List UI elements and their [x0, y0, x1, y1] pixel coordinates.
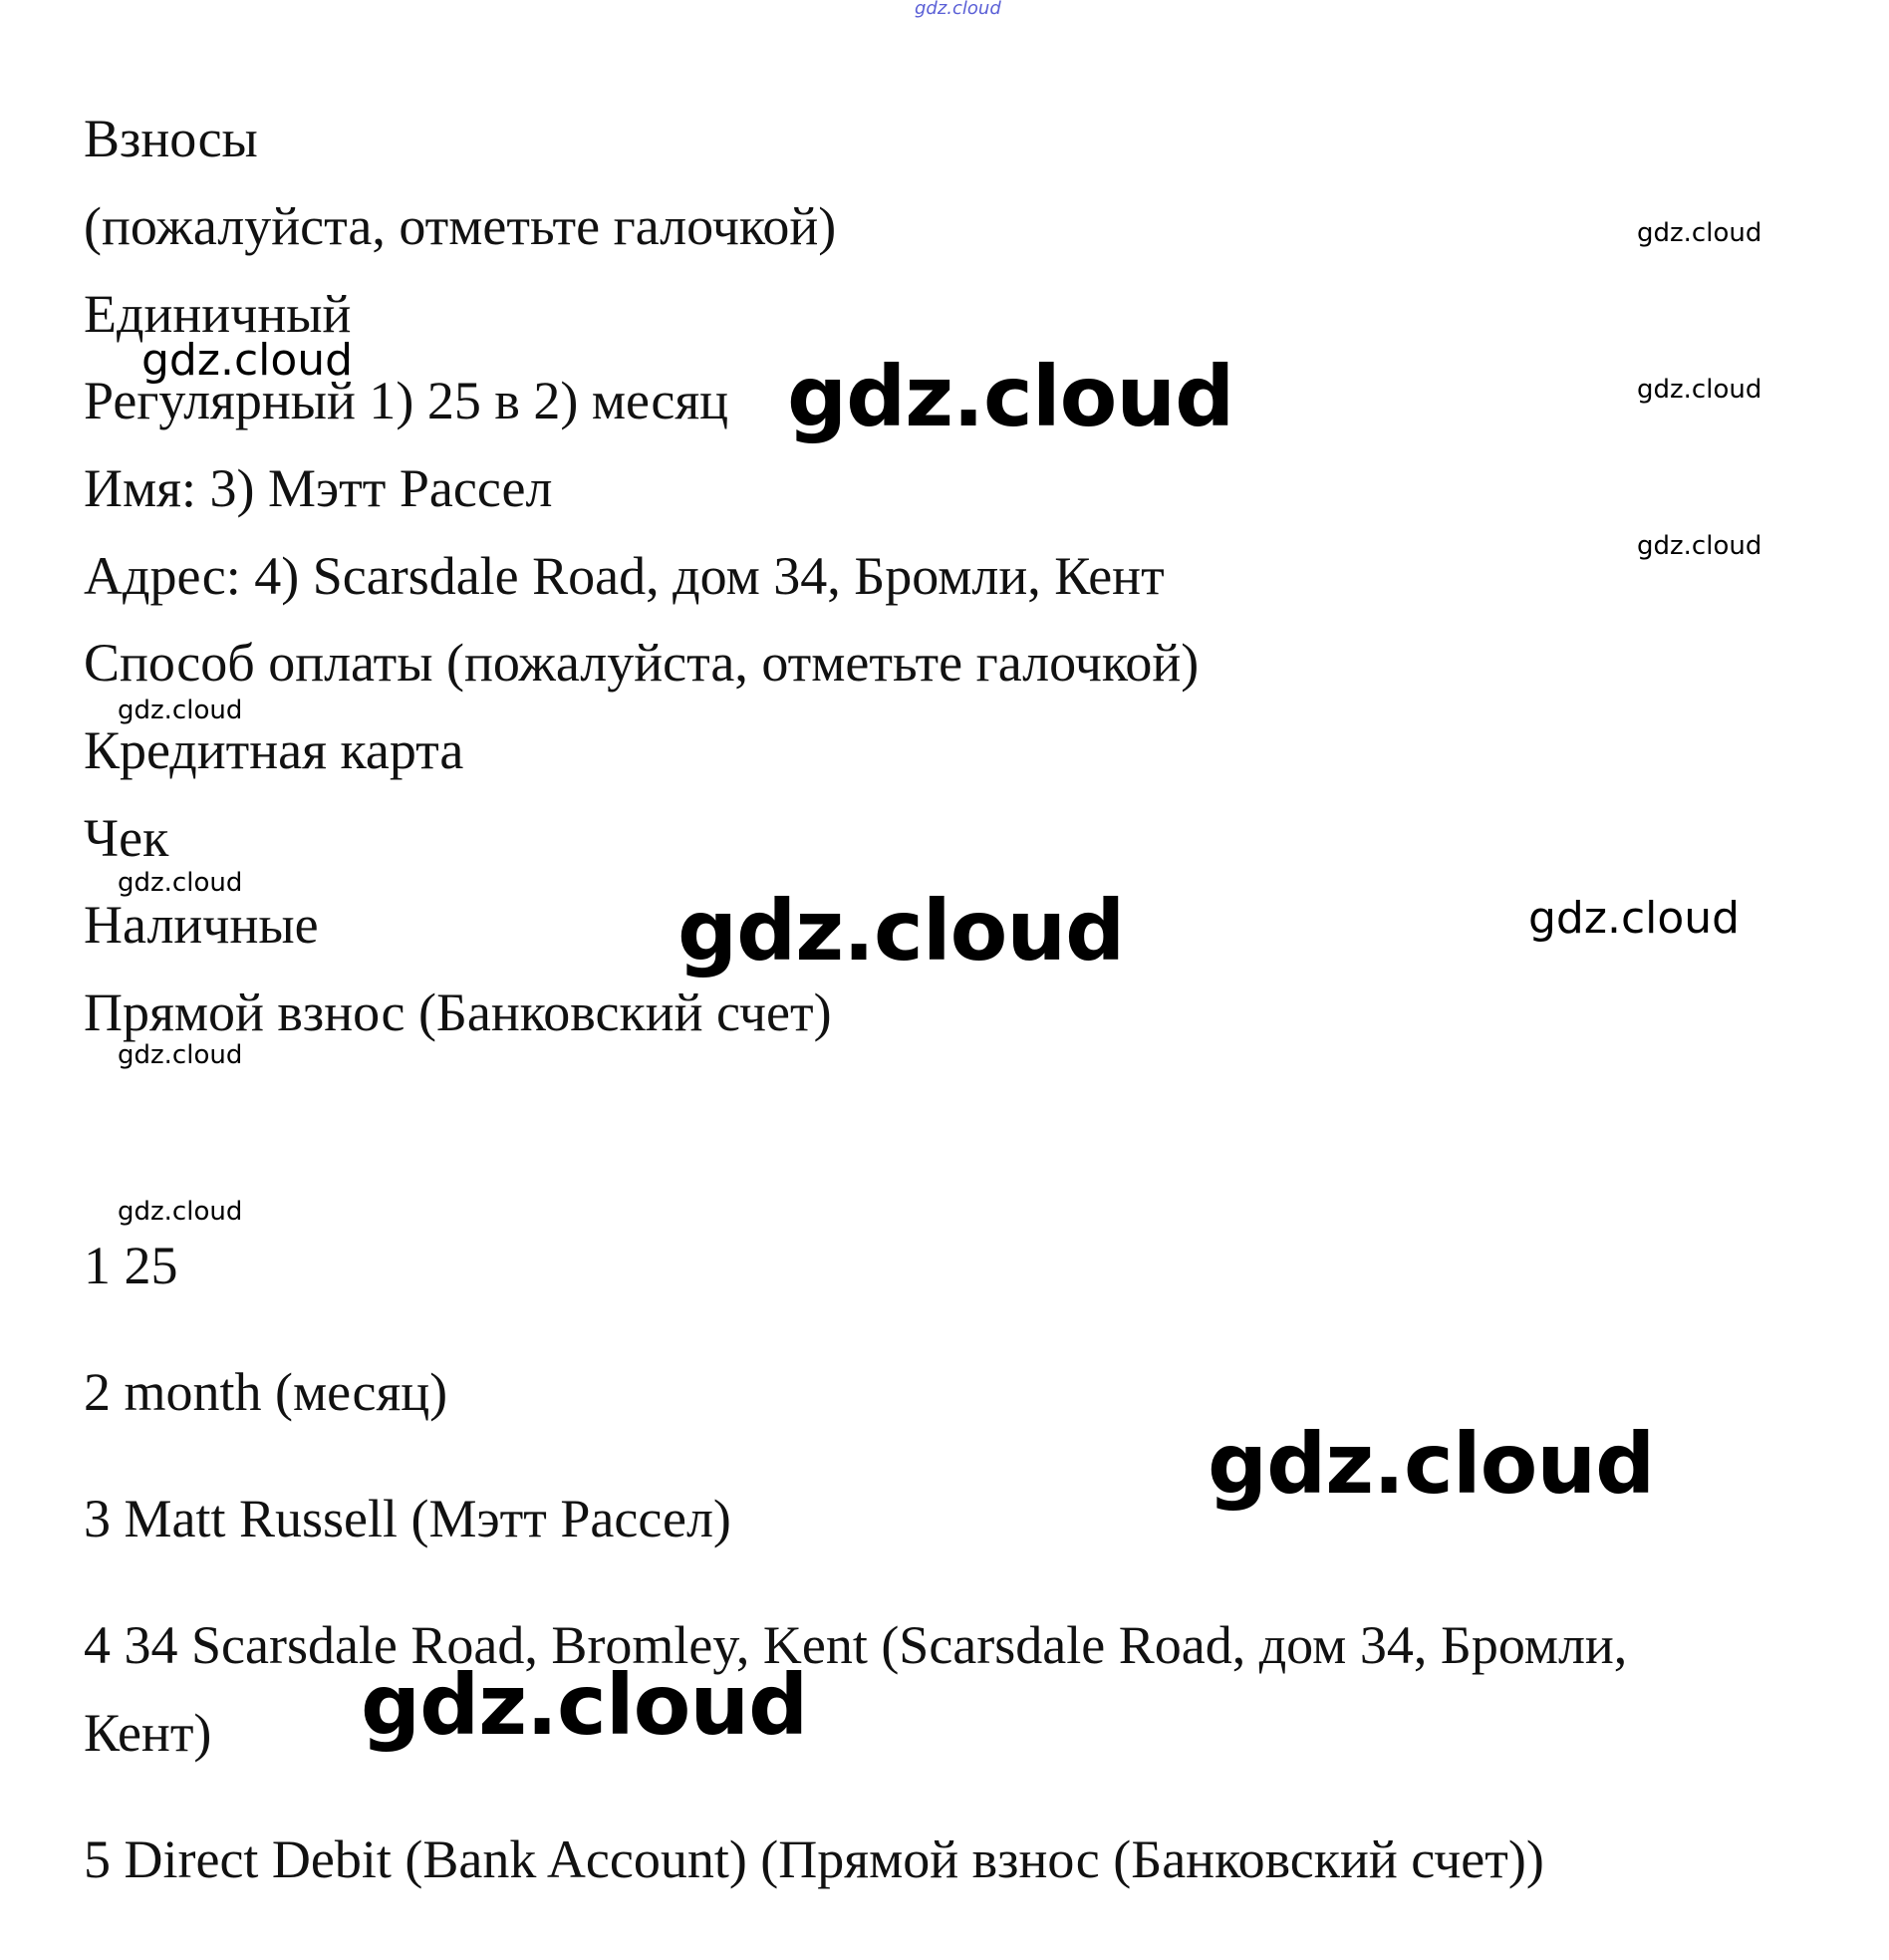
watermark-small: gdz.cloud — [118, 1197, 243, 1227]
watermark-large: gdz.cloud — [1208, 1415, 1655, 1513]
answer-1: 1 25 — [84, 1236, 178, 1295]
name-field: Имя: 3) Мэтт Рассел — [84, 458, 553, 518]
answer-3: 3 Matt Russell (Мэтт Рассел) — [84, 1489, 731, 1548]
tick-hint: (пожалуйста, отметьте галочкой) — [84, 196, 837, 256]
option-direct-debit: Прямой взнос (Банковский счет) — [84, 982, 832, 1042]
option-regular: Регулярный 1) 25 в 2) месяц — [84, 371, 729, 430]
watermark-large: gdz.cloud — [787, 348, 1234, 445]
payment-title: Способ оплаты (пожалуйста, отметьте галочкой) — [84, 633, 1200, 693]
watermark-small: gdz.cloud — [1637, 218, 1762, 248]
answer-5: 5 Direct Debit (Bank Account) (Прямой взнос (Банковский счет)) — [84, 1829, 1544, 1889]
watermark-large: gdz.cloud — [677, 882, 1125, 980]
answer-2: 2 month (месяц) — [84, 1362, 448, 1422]
watermark-small: gdz.cloud — [118, 868, 243, 898]
option-cheque: Чек — [84, 808, 169, 868]
contributions-title: Взносы — [84, 109, 258, 168]
watermark-medium: gdz.cloud — [1528, 893, 1741, 944]
option-cash: Наличные — [84, 895, 319, 955]
watermark-small: gdz.cloud — [118, 1040, 243, 1070]
watermark-top: gdz.cloud — [915, 0, 1001, 19]
address-field: Адрес: 4) Scarsdale Road, дом 34, Бромли, Кент — [84, 546, 1165, 606]
watermark-medium: gdz.cloud — [141, 335, 354, 386]
watermark-small: gdz.cloud — [118, 696, 243, 725]
watermark-large: gdz.cloud — [361, 1656, 808, 1754]
answer-4-line2: Кент) — [84, 1703, 212, 1763]
option-credit-card: Кредитная карта — [84, 720, 464, 780]
watermark-small: gdz.cloud — [1637, 531, 1762, 561]
answer-4-line1: 4 34 Scarsdale Road, Bromley, Kent (Scarsdale Road, дом 34, Бромли, — [84, 1615, 1628, 1675]
option-single: Единичный — [84, 284, 352, 344]
watermark-small: gdz.cloud — [1637, 375, 1762, 405]
